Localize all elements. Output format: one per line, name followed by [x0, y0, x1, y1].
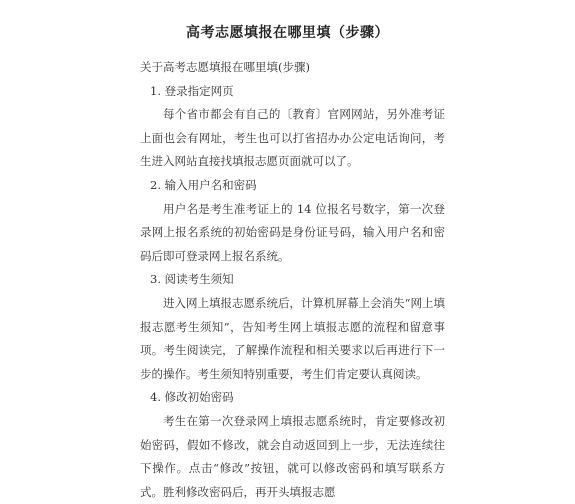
- section-heading-4: 4. 修改初始密码: [150, 390, 234, 405]
- section-body-4: 考生在第一次登录网上填报志愿系统时，肯定要修改初始密码，假如不修改，就会自动返回到上一步，无法连续往下操作。点击“修改”按钮，就可以修改密码和填写联系方式。胜利修改密码后，再开头填报志愿: [140, 413, 445, 499]
- document-body: [140, 56, 445, 504]
- section-heading-3: 3. 阅读考生须知: [150, 272, 234, 287]
- section-body-3: 进入网上填报志愿系统后，计算机屏幕上会消失“网上填报志愿考生须知”，告知考生网上填报志愿的流程和留意事项。考生阅读完，了解操作流程和相关要求以后再进行下一步的操作。考生须知特别重要，考生们肯定要认真阅读。: [140, 295, 445, 381]
- section-heading-2: 2. 输入用户名和密码: [150, 177, 257, 192]
- section-body-1: 每个省市都会有自己的〔教育〕官网网站，另外准考证上面也会有网址，考生也可以打省招办办公定电话询问，考生进入网站直接找填报志愿页面就可以了。: [140, 107, 445, 169]
- section-body-2: 用户名是考生准考证上的 14 位报名号数字，第一次登录网上报名系统的初始密码是身份证号码，输入用户名和密码后即可登录网上报名系统。: [140, 201, 445, 263]
- document-title: 高考志愿填报在哪里填（步骤）: [186, 25, 389, 41]
- section-heading-1: 1. 登录指定网页: [150, 83, 234, 98]
- intro-line: 关于高考志愿填报在哪里填(步骤): [140, 60, 310, 74]
